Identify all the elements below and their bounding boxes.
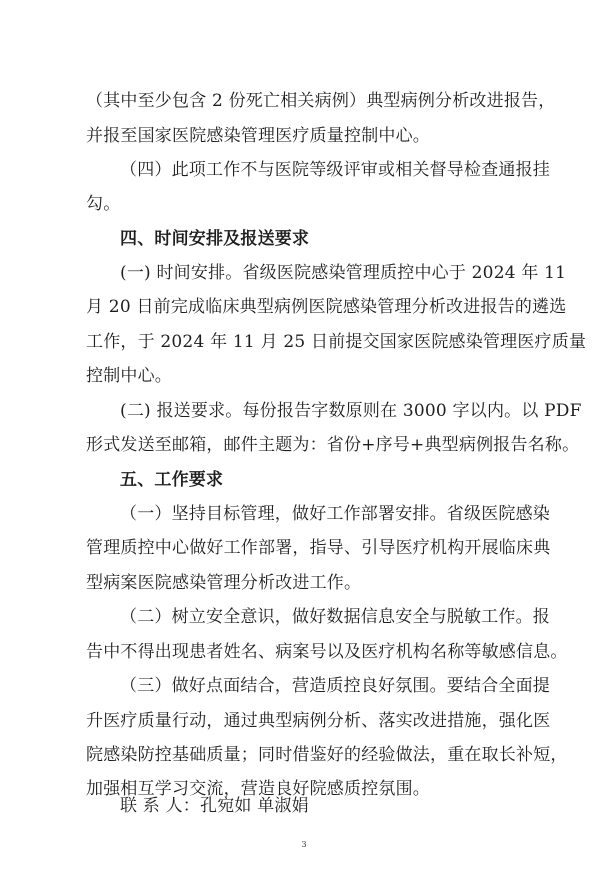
body-line: （三）做好点面结合，营造质控良好氛围。要结合全面提 bbox=[120, 676, 550, 696]
section-heading: 五、工作要求 bbox=[120, 470, 224, 490]
section-heading: 四、时间安排及报送要求 bbox=[120, 229, 310, 249]
body-line: 形式发送至邮箱，邮件主题为：省份+序号+典型病例报告名称。 bbox=[86, 435, 580, 455]
body-line: 月 20 日前完成临床典型病例医院感染管理分析改进报告的遴选 bbox=[86, 297, 567, 317]
body-line: 控制中心。 bbox=[86, 366, 172, 386]
body-line: (二) 报送要求。每份报告字数原则在 3000 字以内。以 PDF bbox=[120, 401, 582, 421]
body-line: （四）此项工作不与医院等级评审或相关督导检查通报挂 bbox=[120, 160, 550, 180]
body-line: 加强相互学习交流，营造良好院感质控氛围。 bbox=[86, 779, 430, 799]
body-line: 工作，于 2024 年 11 月 25 日前提交国家医院感染管理医疗质量 bbox=[86, 332, 587, 352]
body-line: 升医疗质量行动，通过典型病例分析、落实改进措施，强化医 bbox=[86, 711, 551, 731]
body-line: 勾。 bbox=[86, 194, 121, 214]
body-line: 告中不得出现患者姓名、病案号以及医疗机构名称等敏感信息。 bbox=[86, 642, 568, 662]
body-line: 型病案医院感染管理分析改进工作。 bbox=[86, 573, 362, 593]
body-line: 管理质控中心做好工作部署，指导、引导医疗机构开展临床典 bbox=[86, 538, 551, 558]
body-line: 院感染防控基础质量；同时借鉴好的经验做法，重在取长补短， bbox=[86, 745, 568, 765]
body-line: 并报至国家医院感染管理医疗质量控制中心。 bbox=[86, 126, 430, 146]
body-line: （二）树立安全意识，做好数据信息安全与脱敏工作。报 bbox=[120, 607, 550, 627]
body-line: （一）坚持目标管理，做好工作部署安排。省级医院感染 bbox=[120, 504, 550, 524]
body-line: （其中至少包含 2 份死亡相关病例）典型病例分析改进报告， bbox=[86, 91, 556, 111]
body-line: (一) 时间安排。省级医院感染管理质控中心于 2024 年 11 bbox=[120, 263, 567, 283]
contact-line: 联 系 人：孔宛如 单淑娟 bbox=[120, 796, 309, 816]
page-number: 3 bbox=[301, 840, 307, 849]
